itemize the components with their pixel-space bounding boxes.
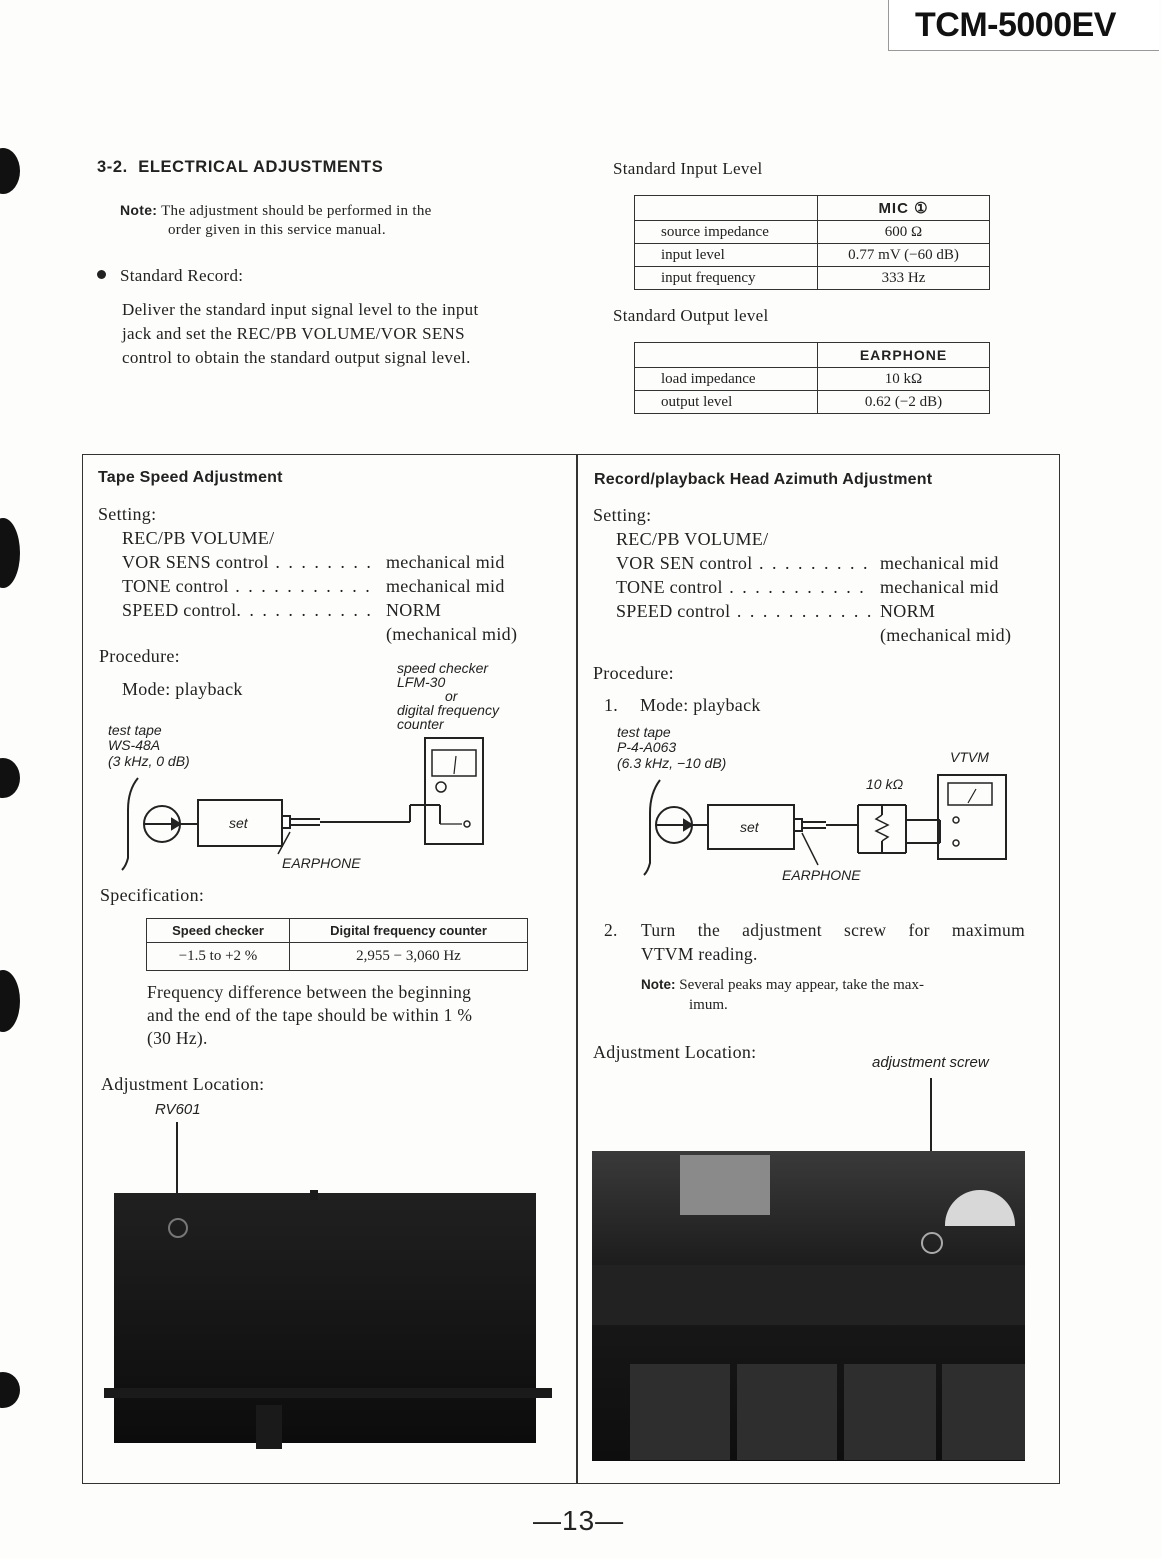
setting-value: mechanical mid (386, 576, 505, 596)
table-header: Speed checker (147, 919, 290, 943)
speed-checker-box (425, 738, 483, 844)
model-title: TCM-5000EV (915, 6, 1116, 44)
setting-row (122, 526, 274, 550)
diagram-label: VTVM (950, 749, 989, 765)
mechanism-part (680, 1155, 770, 1215)
table-corner (635, 196, 818, 221)
procedure-label: Procedure: (593, 663, 674, 683)
key-button (942, 1364, 1025, 1460)
diagram-label: (3 kHz, 0 dB) (108, 753, 190, 769)
rv601-marker-icon (168, 1218, 188, 1238)
device-knob (310, 1190, 318, 1200)
setting-row (616, 551, 870, 575)
setting-value: NORM (880, 601, 936, 621)
table-row (635, 368, 990, 391)
step-text: VTVM reading. (641, 944, 758, 964)
part-callout: adjustment screw (872, 1054, 989, 1071)
mechanism-plate (592, 1265, 1025, 1325)
setting-value: mechanical mid (386, 552, 505, 572)
earphone-label: EARPHONE (782, 867, 861, 883)
paragraph-line: control to obtain the standard output signal level. (122, 348, 471, 367)
tape-path (122, 778, 138, 870)
set-box (708, 805, 794, 849)
panel-title: Record/playback Head Azimuth Adjustment (594, 471, 933, 488)
setting-label: Setting: (98, 504, 157, 524)
step-number: 1. (604, 695, 619, 715)
setting-value: mechanical mid (880, 553, 999, 573)
leader-dots: . . . . . . . . . . . (236, 600, 373, 620)
setting-name: TONE control (122, 576, 229, 596)
step-number: 2. (604, 920, 618, 940)
device-knob (256, 1405, 282, 1449)
bullet-label: Standard Record: (120, 266, 244, 285)
table-corner (635, 343, 818, 368)
setting-row (122, 574, 372, 598)
table-cell: 333 Hz (818, 267, 990, 290)
setting-name: VOR SENS control (122, 552, 269, 572)
setting-label: Setting: (593, 505, 652, 525)
part-callout: RV601 (155, 1101, 201, 1118)
table-cell: input level (635, 244, 818, 267)
binder-hole (0, 758, 20, 798)
setting-value: (mechanical mid) (880, 625, 1012, 645)
table-header: Digital frequency counter (290, 919, 528, 943)
table-cell: 10 kΩ (818, 368, 990, 391)
diagram-label: WS-48A (108, 737, 161, 753)
table-cell: load impedance (635, 368, 818, 391)
setting-name: SPEED control (616, 601, 731, 621)
setting-name: VOR SEN control (616, 553, 753, 573)
key-button (844, 1364, 936, 1460)
binder-hole (0, 518, 20, 588)
diagram-label: test tape (617, 724, 671, 740)
note-label: Note: (120, 202, 158, 218)
diagram-label: 10 kΩ (866, 776, 904, 792)
table-row (635, 267, 990, 290)
key-button (737, 1364, 837, 1460)
table-header: EARPHONE (818, 343, 990, 368)
earphone-label: EARPHONE (282, 855, 361, 871)
device-base (104, 1388, 552, 1398)
key-button (630, 1364, 730, 1460)
paragraph-line: jack and set the REC/PB VOLUME/VOR SENS (122, 324, 465, 343)
table-row (147, 943, 528, 971)
paragraph-line: Deliver the standard input signal level to the input (122, 300, 479, 319)
procedure-label: Procedure: (99, 646, 180, 666)
note-text: Several peaks may appear, take the max- (679, 977, 924, 993)
diagram-label: LFM-30 (397, 674, 446, 690)
section-number: 3-2. (97, 158, 128, 176)
input-table-caption: Standard Input Level (613, 159, 763, 178)
set-box (198, 800, 282, 846)
table-header: MIC ① (818, 196, 990, 221)
leader-dots: . . . . . . . . . (752, 553, 870, 573)
table-row (635, 391, 990, 414)
tape-path (644, 780, 660, 875)
frequency-note: (30 Hz). (147, 1028, 208, 1048)
table-cell: input frequency (635, 267, 818, 290)
table-cell: source impedance (635, 221, 818, 244)
leader-dots: . . . . . . . . . . . (228, 576, 372, 596)
table-cell: 0.62 (−2 dB) (818, 391, 990, 414)
setting-value: mechanical mid (880, 577, 999, 597)
output-table-caption: Standard Output level (613, 306, 769, 325)
input-level-table (634, 195, 990, 290)
setting-name: SPEED control (122, 600, 237, 620)
resistor-icon (876, 815, 888, 841)
page-number: —13— (533, 1505, 625, 1536)
setting-row (616, 527, 768, 551)
table-cell: output level (635, 391, 818, 414)
binder-hole (0, 970, 20, 1032)
table-cell: 0.77 mV (−60 dB) (818, 244, 990, 267)
panel-title: Tape Speed Adjustment (98, 469, 283, 486)
bullet-icon (97, 270, 106, 279)
diagram-label: or (445, 688, 458, 704)
adjustment-location-label: Adjustment Location: (593, 1042, 757, 1062)
setting-row (616, 599, 873, 623)
set-label: set (740, 819, 759, 835)
output-level-table (634, 342, 990, 414)
step-note (641, 975, 924, 995)
tape-speed-diagram (100, 730, 520, 880)
table-cell: −1.5 to +2 % (147, 943, 290, 971)
plug-icon (282, 816, 290, 828)
frequency-note: Frequency difference between the beginning (147, 982, 472, 1002)
frequency-note: and the end of the tape should be within 1 % (147, 1005, 473, 1025)
section-note (120, 200, 432, 221)
azimuth-diagram (630, 765, 1020, 885)
setting-value: NORM (386, 600, 442, 620)
setting-name: TONE control (616, 577, 723, 597)
diagram-label: speed checker (397, 660, 489, 676)
plug-icon (794, 819, 802, 831)
binder-hole (0, 148, 20, 194)
step-text: Turn the adjustment screw for maximum (641, 920, 1025, 940)
setting-row (616, 575, 866, 599)
setting-value: (mechanical mid) (386, 624, 518, 644)
procedure-mode: Mode: playback (122, 679, 243, 699)
setting-name: REC/PB VOLUME/ (616, 529, 769, 549)
leader-dots: . . . . . . . . (268, 552, 373, 572)
leader-dots: . . . . . . . . . . . (730, 601, 874, 621)
diagram-label: digital frequency (397, 702, 499, 718)
setting-row (122, 598, 373, 622)
diagram-label: counter (397, 716, 444, 732)
set-label: set (229, 815, 248, 831)
note-text: The adjustment should be performed in the (161, 203, 432, 219)
specification-label: Specification: (100, 885, 205, 905)
diagram-label: test tape (108, 722, 162, 738)
note-text: imum. (689, 997, 728, 1013)
adjustment-screw-icon (921, 1232, 943, 1254)
meter-icon (948, 783, 992, 805)
section-heading (97, 158, 383, 177)
adjustment-location-label: Adjustment Location: (101, 1074, 265, 1094)
setting-name: REC/PB VOLUME/ (122, 528, 275, 548)
table-cell: 600 Ω (818, 221, 990, 244)
table-row (635, 244, 990, 267)
step-text: Mode: playback (640, 695, 761, 715)
diagram-label: (6.3 kHz, −10 dB) (617, 755, 727, 771)
note-label: Note: (641, 977, 676, 992)
speed-spec-table (146, 918, 528, 971)
diagram-label: P-4-A063 (617, 739, 677, 755)
table-cell: 2,955 − 3,060 Hz (290, 943, 528, 971)
binder-hole (0, 1372, 20, 1408)
leader-dots: . . . . . . . . . . . (722, 577, 866, 597)
table-row (635, 221, 990, 244)
note-text: order given in this service manual. (168, 222, 386, 238)
knob-icon (436, 782, 446, 792)
setting-row (122, 550, 373, 574)
section-title: ELECTRICAL ADJUSTMENTS (138, 158, 384, 176)
